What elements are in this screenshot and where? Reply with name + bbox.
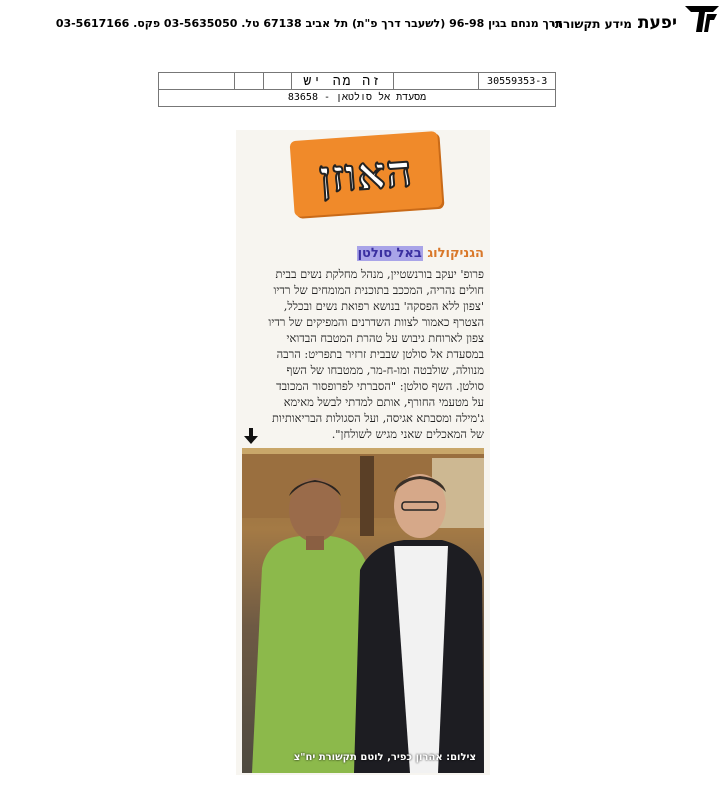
meta-row: [159, 90, 556, 107]
masthead-title: האוזן: [317, 145, 415, 203]
brand-name: [551, 13, 677, 33]
newspaper-clipping: [236, 130, 490, 775]
meta-cell: [159, 73, 235, 90]
article-line: מנוולה, שולבטה ומו-ח-מר, ממטבחו של השף: [286, 363, 484, 377]
article-line: 'צפון ללא הפסקה' בנושא רפואת נשים ובכלל,: [283, 299, 484, 313]
clipping-meta-table: [158, 72, 556, 107]
article-line: ג'מילה ומסבתא אגיסה, ועל הסגולות הבריאותיות: [271, 411, 484, 425]
article-line: פרופ' יעקב בורנשטיין, מנהל מחלקת נשים בבית: [275, 267, 484, 281]
clipping-id: 30559353-3: [479, 73, 556, 90]
article-line: הצטרף כאמור לצוות השדרנים והמפיקים של רדיו: [268, 315, 484, 329]
brand-tagline: מידע תקשורתי: [551, 17, 632, 31]
article-photo: [242, 448, 484, 773]
article-line: במסעדת אל סולטן שבבית זרזיר בתפריט: הרבה: [276, 347, 484, 361]
meta-cell: [235, 73, 264, 90]
clipping-subject: מסעדת אל סולטאן - 83658: [159, 90, 556, 107]
article-line: של המאכלים שאני מגיש לשולחן".: [331, 427, 484, 441]
article-line: על מטעמי החורף, אותם למדתי לבשל מאימא: [283, 395, 484, 409]
headline-prefix: הגניקולוג: [427, 246, 484, 261]
article-line: צפון לארוחת גיבוש על טהרת המטבח הבדואי: [286, 331, 484, 345]
contact-line: דרך מנחם בגין 96-98 (לשעבר דרך פ"ת) תל אביב 67138 טל. 03-5635050 פקס. 03-5617166: [55, 17, 562, 30]
page-header: [0, 0, 725, 40]
article-line: סולטן. השף סולטן: "הסברתי לפרופסור המכובד: [276, 379, 484, 393]
meta-cell: [263, 73, 292, 90]
meta-row: [159, 73, 556, 90]
article-line: חולים נהריה, המככב בתוכנית המומחים של רדיו: [273, 283, 484, 297]
meta-cell: [393, 73, 479, 90]
photo-credit: צילום: אהרון כפיר, לוטם תקשורת יח"צ: [293, 752, 476, 763]
photo-illustration: [242, 448, 484, 773]
headline-name: באל סולטן: [357, 246, 422, 261]
article-headline: [357, 246, 484, 261]
column-masthead: [290, 131, 443, 217]
arrow-down-icon: [244, 428, 258, 444]
yifat-logo-icon: [683, 2, 721, 34]
brand-title: יפעת: [637, 13, 677, 33]
publication-name: זה מה יש: [292, 73, 393, 90]
article-body: [242, 266, 484, 442]
